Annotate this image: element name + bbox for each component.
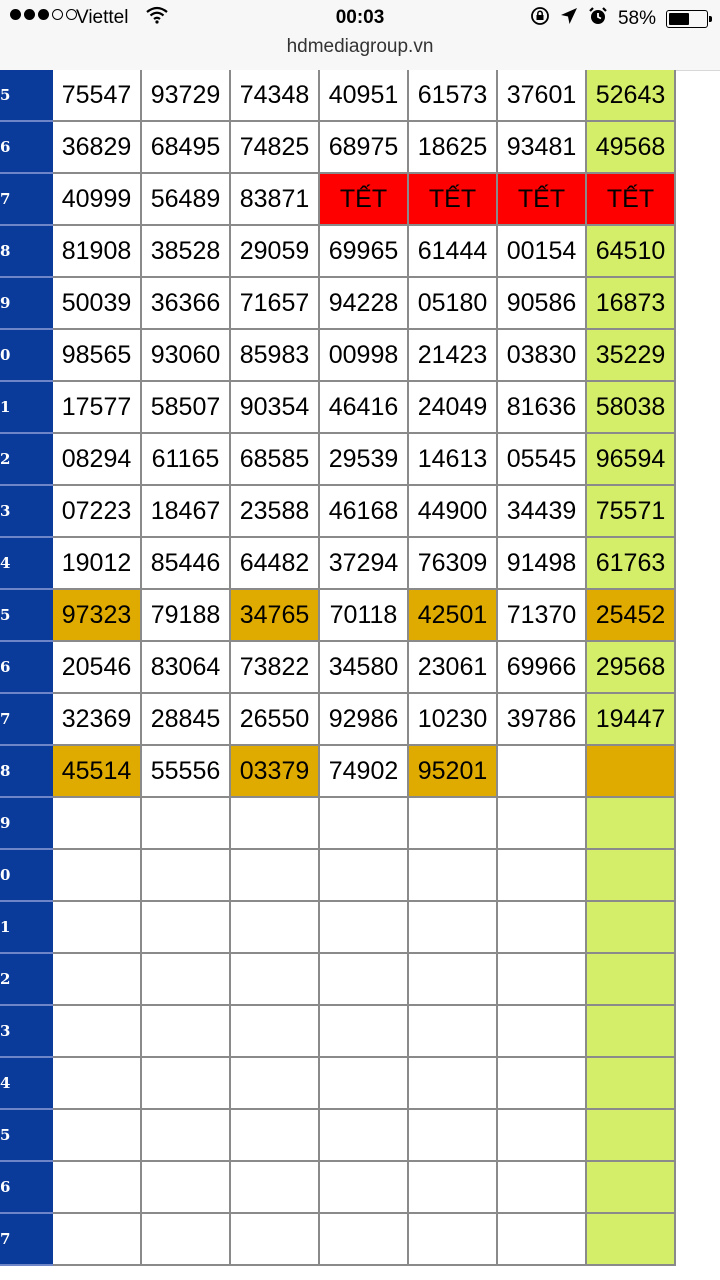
result-cell: 58507 [141,381,230,433]
row-index-cell: 9 [0,277,52,329]
result-cell: 40951 [319,70,408,121]
battery-fill [669,13,689,25]
result-cell [52,797,141,849]
table-row [0,1005,675,1057]
result-cell: 37294 [319,537,408,589]
result-cell: 85983 [230,329,319,381]
ios-status-row [0,4,720,34]
result-cell: 92986 [319,693,408,745]
results-table [0,70,676,1266]
result-cell: 32369 [52,693,141,745]
result-cell [230,1161,319,1213]
table-row [0,485,675,537]
result-cell [52,901,141,953]
result-cell [497,797,586,849]
result-cell: 58038 [586,381,675,433]
result-cell [497,849,586,901]
result-cell [408,1213,497,1265]
result-cell: 98565 [52,329,141,381]
result-cell: 68495 [141,121,230,173]
result-cell: 17577 [52,381,141,433]
result-cell: 69966 [497,641,586,693]
table-row [0,433,675,485]
result-cell: 20546 [52,641,141,693]
result-cell [319,1161,408,1213]
alarm-icon [588,6,608,32]
result-cell [52,849,141,901]
carrier-name: Viettel [76,7,129,28]
lottery-results-grid [0,70,720,1280]
result-cell [141,1109,230,1161]
row-index-cell: 0 [0,329,52,381]
result-cell: 93481 [497,121,586,173]
row-index-cell: 6 [0,1161,52,1213]
result-cell: 94228 [319,277,408,329]
row-index-cell: 5 [0,1109,52,1161]
row-index-cell: 1 [0,381,52,433]
result-cell [230,849,319,901]
result-cell [319,1213,408,1265]
result-cell: 90354 [230,381,319,433]
result-cell [497,1109,586,1161]
result-cell [319,849,408,901]
result-cell: 36829 [52,121,141,173]
result-cell: 34580 [319,641,408,693]
row-index-cell: 2 [0,433,52,485]
result-cell: 79188 [141,589,230,641]
battery-icon [666,10,708,28]
result-cell: 25452 [586,589,675,641]
result-cell: TẾT [497,173,586,225]
result-cell: 61165 [141,433,230,485]
row-index-cell: 6 [0,641,52,693]
result-cell [52,953,141,1005]
result-cell: 73822 [230,641,319,693]
table-row [0,797,675,849]
result-cell: 07223 [52,485,141,537]
result-cell [141,901,230,953]
result-cell: 96594 [586,433,675,485]
result-cell [586,1005,675,1057]
result-cell [141,1005,230,1057]
result-cell: 24049 [408,381,497,433]
result-cell: 64482 [230,537,319,589]
row-index-cell: 8 [0,745,52,797]
result-cell: 74348 [230,70,319,121]
result-cell: 16873 [586,277,675,329]
result-cell: 68585 [230,433,319,485]
result-cell [230,901,319,953]
result-cell: 21423 [408,329,497,381]
result-cell [230,1057,319,1109]
result-cell [230,1005,319,1057]
result-cell [52,1057,141,1109]
result-cell: 35229 [586,329,675,381]
result-cell [497,1057,586,1109]
lock-rotation-icon [530,6,550,32]
result-cell [141,797,230,849]
table-row [0,901,675,953]
result-cell: 08294 [52,433,141,485]
result-cell [408,797,497,849]
result-cell [319,1005,408,1057]
table-row [0,329,675,381]
result-cell: 37601 [497,70,586,121]
result-cell [586,901,675,953]
table-row [0,225,675,277]
result-cell: 50039 [52,277,141,329]
table-row [0,381,675,433]
result-cell: 18625 [408,121,497,173]
result-cell [319,1109,408,1161]
result-cell [408,1109,497,1161]
result-cell [408,901,497,953]
result-cell: 93060 [141,329,230,381]
result-cell: 45514 [52,745,141,797]
result-cell [319,901,408,953]
result-cell [230,1109,319,1161]
result-cell: 46416 [319,381,408,433]
result-cell: 39786 [497,693,586,745]
row-index-cell: 6 [0,121,52,173]
result-cell: 61444 [408,225,497,277]
row-index-cell: 3 [0,1005,52,1057]
battery-percent: 58% [617,8,656,29]
result-cell: TẾT [408,173,497,225]
row-index-cell: 5 [0,589,52,641]
result-cell [497,1213,586,1265]
table-row [0,745,675,797]
result-cell: 05180 [408,277,497,329]
table-row [0,173,675,225]
result-cell: 90586 [497,277,586,329]
result-cell [586,745,675,797]
clock: 00:03 [335,7,385,28]
result-cell: 18467 [141,485,230,537]
result-cell: 71657 [230,277,319,329]
result-cell: 42501 [408,589,497,641]
row-index-cell: 4 [0,537,52,589]
result-cell: 85446 [141,537,230,589]
row-index-cell: 8 [0,225,52,277]
result-cell [52,1005,141,1057]
result-cell [141,1161,230,1213]
result-cell: 03830 [497,329,586,381]
result-cell: 05545 [497,433,586,485]
result-cell: 81636 [497,381,586,433]
result-cell: 23061 [408,641,497,693]
result-cell: 26550 [230,693,319,745]
row-index-cell: 4 [0,1057,52,1109]
row-index-cell: 5 [0,70,52,121]
table-row [0,1161,675,1213]
result-cell: 93729 [141,70,230,121]
result-cell: 61763 [586,537,675,589]
result-cell: 03379 [230,745,319,797]
result-cell [141,1213,230,1265]
table-row [0,70,675,121]
result-cell [52,1109,141,1161]
result-cell: 36366 [141,277,230,329]
result-cell: TẾT [319,173,408,225]
result-cell [586,1161,675,1213]
result-cell: 81908 [52,225,141,277]
result-cell: 00998 [319,329,408,381]
result-cell [586,1057,675,1109]
row-index-cell: 1 [0,901,52,953]
result-cell [408,849,497,901]
row-index-cell: 0 [0,849,52,901]
table-row [0,693,675,745]
result-cell [141,849,230,901]
result-cell [408,1057,497,1109]
result-cell [586,1213,675,1265]
result-cell [497,745,586,797]
table-row [0,589,675,641]
result-cell [497,901,586,953]
row-index-cell: 7 [0,693,52,745]
result-cell [230,1213,319,1265]
result-cell [408,953,497,1005]
result-cell: 61573 [408,70,497,121]
result-cell: 68975 [319,121,408,173]
result-cell [497,1005,586,1057]
result-cell: 40999 [52,173,141,225]
table-row [0,1109,675,1161]
result-cell: 76309 [408,537,497,589]
result-cell: 64510 [586,225,675,277]
result-cell: 19447 [586,693,675,745]
result-cell: 95201 [408,745,497,797]
result-cell [52,1213,141,1265]
result-cell [586,953,675,1005]
result-cell: 56489 [141,173,230,225]
result-cell [586,797,675,849]
result-cell: 71370 [497,589,586,641]
result-cell: 14613 [408,433,497,485]
result-cell: 74825 [230,121,319,173]
browser-status-bar [0,0,720,71]
row-index-cell: 7 [0,173,52,225]
table-row [0,121,675,173]
table-row [0,849,675,901]
table-row [0,1057,675,1109]
table-row [0,537,675,589]
result-cell: 34765 [230,589,319,641]
result-cell: 28845 [141,693,230,745]
result-cell [52,1161,141,1213]
result-cell: 83064 [141,641,230,693]
result-cell: 23588 [230,485,319,537]
result-cell: 55556 [141,745,230,797]
row-index-cell: 7 [0,1213,52,1265]
result-cell: 83871 [230,173,319,225]
result-cell: 91498 [497,537,586,589]
result-cell [319,953,408,1005]
result-cell [586,849,675,901]
result-cell [408,1005,497,1057]
result-cell: 69965 [319,225,408,277]
result-cell [141,1057,230,1109]
result-cell: 52643 [586,70,675,121]
table-row [0,277,675,329]
result-cell: 97323 [52,589,141,641]
result-cell [586,1109,675,1161]
result-cell [497,953,586,1005]
result-cell: 75547 [52,70,141,121]
address-bar-url[interactable]: hdmediagroup.vn [286,36,434,57]
table-row [0,953,675,1005]
result-cell: 29568 [586,641,675,693]
result-cell: 00154 [497,225,586,277]
result-cell: 29059 [230,225,319,277]
location-arrow-icon [560,7,578,31]
result-cell: 49568 [586,121,675,173]
result-cell [319,1057,408,1109]
table-row [0,1213,675,1265]
result-cell: 29539 [319,433,408,485]
table-row [0,641,675,693]
result-cell [408,1161,497,1213]
result-cell [230,953,319,1005]
result-cell [141,953,230,1005]
result-cell [497,1161,586,1213]
row-index-cell: 9 [0,797,52,849]
result-cell: 75571 [586,485,675,537]
result-cell [230,797,319,849]
result-cell: 38528 [141,225,230,277]
result-cell: 44900 [408,485,497,537]
result-cell: 74902 [319,745,408,797]
result-cell: TẾT [586,173,675,225]
result-cell: 10230 [408,693,497,745]
result-cell [319,797,408,849]
result-cell: 70118 [319,589,408,641]
result-cell: 46168 [319,485,408,537]
result-cell: 34439 [497,485,586,537]
result-cell: 19012 [52,537,141,589]
row-index-cell: 3 [0,485,52,537]
row-index-cell: 2 [0,953,52,1005]
